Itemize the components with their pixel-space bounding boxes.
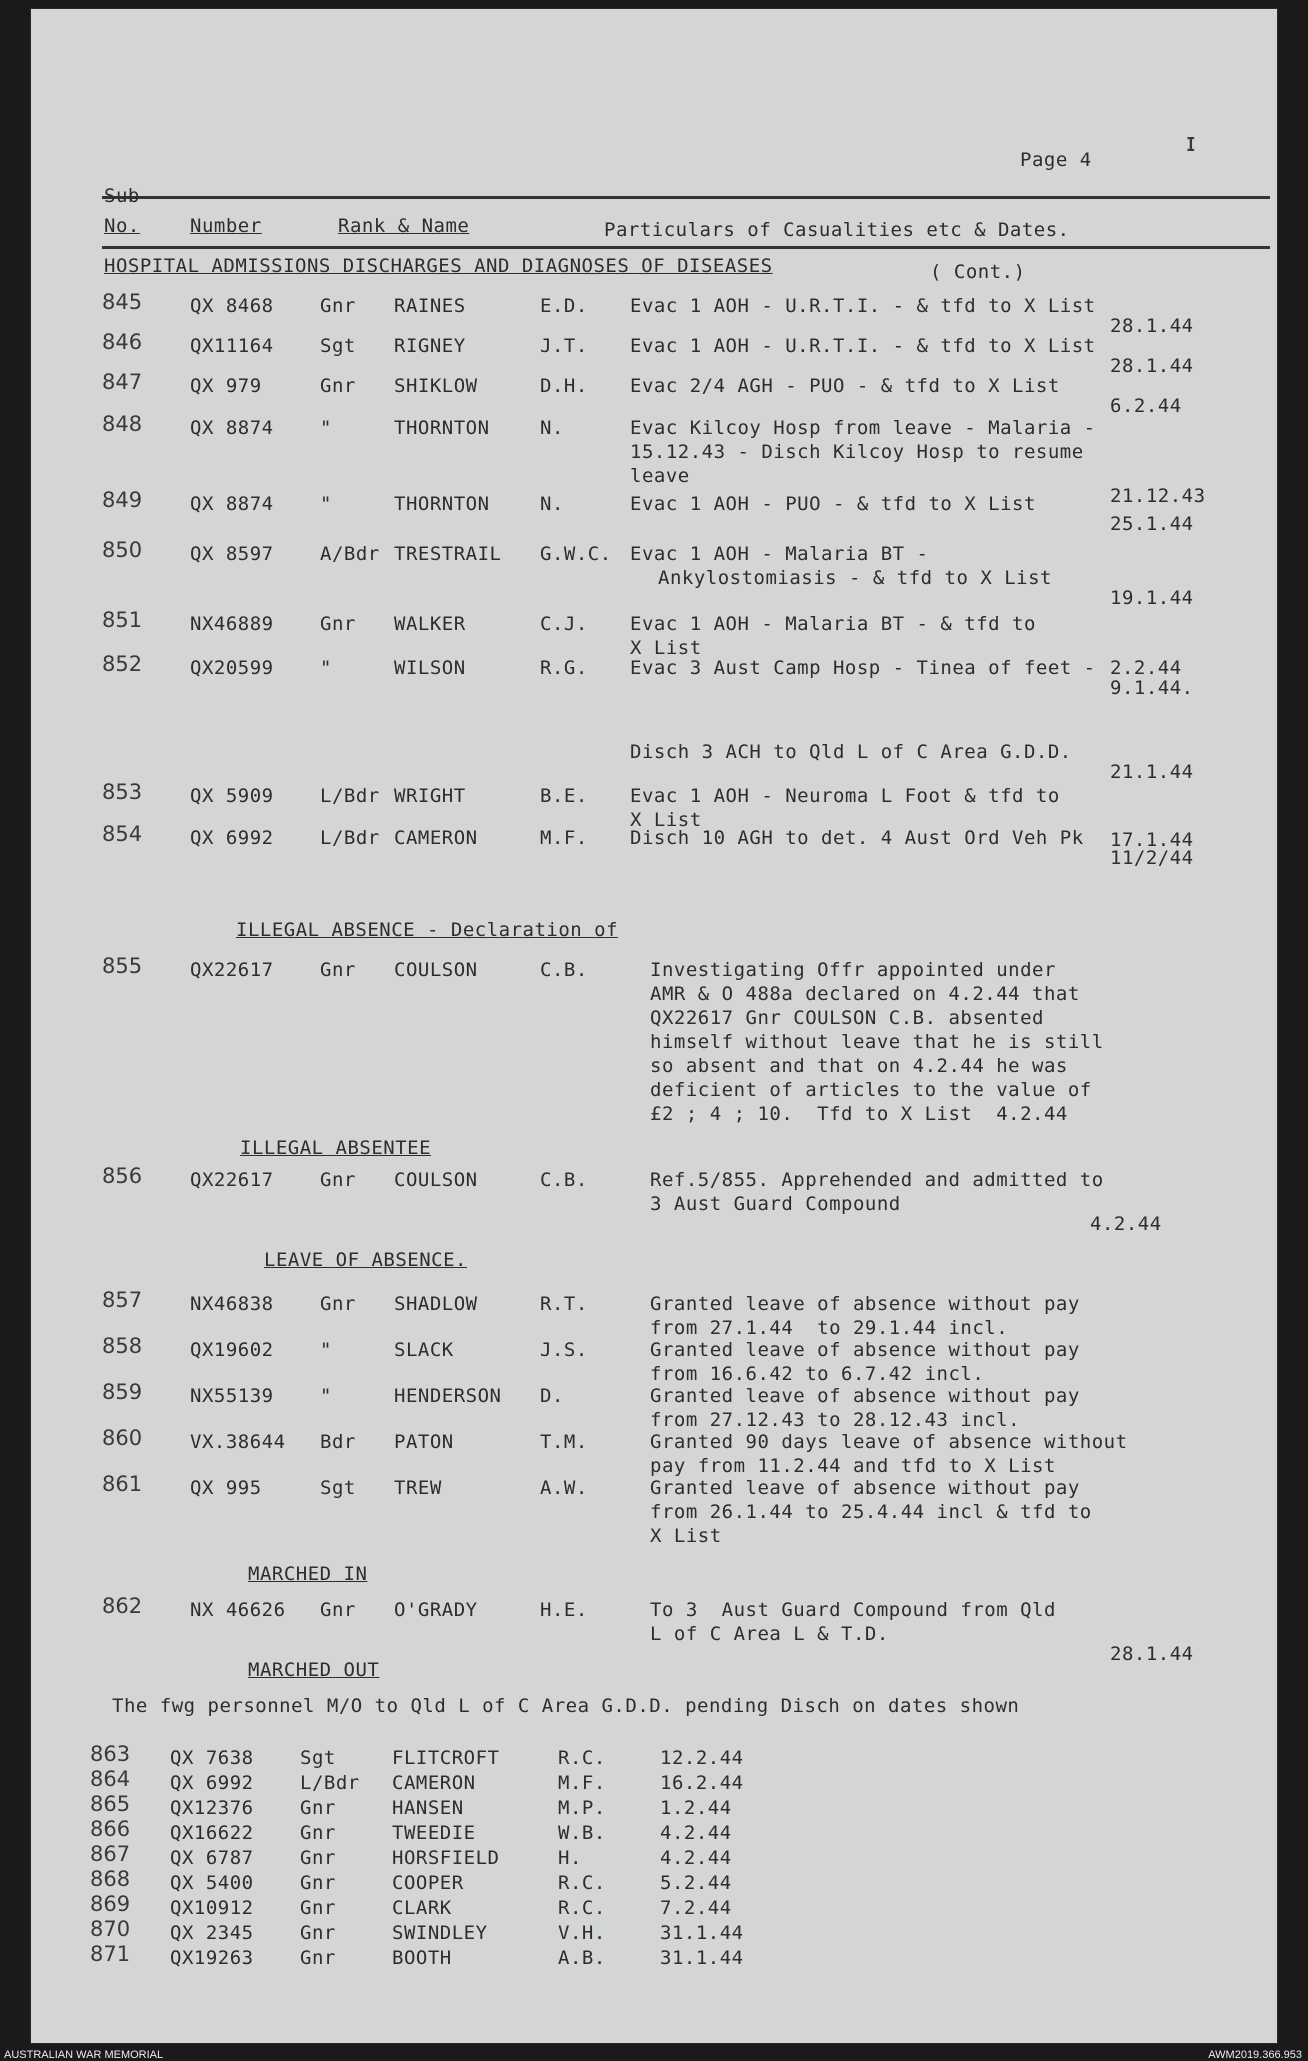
- entry-rank: ": [320, 1385, 332, 1407]
- entry-initials: M.F.: [540, 827, 588, 849]
- entry-particulars-line: Evac 2/4 AGH - PUO - & tfd to X List: [630, 375, 1060, 397]
- entry-initials: N.: [540, 417, 564, 439]
- marched-out-date: 31.1.44: [660, 1947, 744, 1969]
- entry-initials: H.E.: [540, 1599, 588, 1621]
- entry-particulars-line: Evac 1 AOH - U.R.T.I. - & tfd to X List: [630, 335, 1096, 357]
- marched-out-rank: L/Bdr: [300, 1772, 360, 1794]
- marched-out-sub-no: 864: [90, 1767, 131, 1791]
- entry-number: NX 46626: [190, 1599, 286, 1621]
- column-sub: Sub: [104, 185, 140, 207]
- marched-out-rank: Gnr: [300, 1947, 336, 1969]
- marched-out-name: FLITCROFT: [392, 1747, 500, 1769]
- marched-out-rank: Sgt: [300, 1747, 336, 1769]
- entry-name: WILSON: [394, 657, 466, 679]
- entry-date: 21.1.44: [1110, 761, 1194, 783]
- entry-number: NX46889: [190, 613, 274, 635]
- entry-name: WALKER: [394, 613, 466, 635]
- entry-particulars-line: £2 ; 4 ; 10. Tfd to X List 4.2.44: [650, 1103, 1068, 1125]
- entry-name: SHADLOW: [394, 1293, 478, 1315]
- marched-out-rank: Gnr: [300, 1897, 336, 1919]
- page-label: Page 4: [1020, 149, 1092, 171]
- entry-rank: Gnr: [320, 1293, 356, 1315]
- entry-particulars-line: so absent and that on 4.2.44 he was: [650, 1055, 1068, 1077]
- page-mark: ɪ: [1186, 128, 1196, 158]
- entry-date: 4.2.44: [1090, 1213, 1162, 1235]
- marched-out-initials: M.F.: [558, 1772, 606, 1794]
- marched-out-date: 7.2.44: [660, 1897, 732, 1919]
- marched-out-initials: M.P.: [558, 1797, 606, 1819]
- entry-sub-no: 847: [102, 370, 143, 394]
- entry-initials: C.B.: [540, 959, 588, 981]
- entry-sub-no: 862: [102, 1594, 143, 1618]
- entry-name: THORNTON: [394, 493, 490, 515]
- entry-number: QX 8874: [190, 417, 274, 439]
- marched-out-sub-no: 863: [90, 1742, 131, 1766]
- entry-number: QX22617: [190, 959, 274, 981]
- entry-initials: J.S.: [540, 1339, 588, 1361]
- entry-date: 6.2.44: [1110, 395, 1182, 417]
- entry-particulars-line: from 27.12.43 to 28.12.43 incl.: [650, 1409, 1021, 1431]
- entry-particulars-line: from 16.6.42 to 6.7.42 incl.: [650, 1363, 985, 1385]
- entry-number: VX.38644: [190, 1431, 286, 1453]
- entry-particulars-line: Granted leave of absence without pay: [650, 1339, 1080, 1361]
- marched-out-date: 4.2.44: [660, 1847, 732, 1869]
- entry-date: 2.2.44: [1110, 657, 1182, 679]
- entry-sub-no: 861: [102, 1472, 143, 1496]
- entry-initials: J.T.: [540, 335, 588, 357]
- marched-out-rank: Gnr: [300, 1847, 336, 1869]
- entry-particulars-line: X List: [650, 1525, 722, 1547]
- entry-initials: E.D.: [540, 295, 588, 317]
- marched-out-initials: A.B.: [558, 1947, 606, 1969]
- entry-particulars-line: AMR & O 488a declared on 4.2.44 that: [650, 983, 1080, 1005]
- marched-out-name: SWINDLEY: [392, 1922, 488, 1944]
- entry-date: 17.1.44: [1110, 829, 1194, 851]
- entry-rank: ": [320, 493, 332, 515]
- entry-name: SLACK: [394, 1339, 454, 1361]
- entry-sub-no: 848: [102, 412, 143, 436]
- entry-sub-no: 845: [102, 290, 143, 314]
- marched-out-intro: The fwg personnel M/O to Qld L of C Area G.D.D. pending Disch on dates shown: [112, 1695, 1020, 1717]
- marched-out-initials: R.C.: [558, 1747, 606, 1769]
- entry-number: QX 8468: [190, 295, 274, 317]
- entry-particulars-line: Evac 1 AOH - PUO - & tfd to X List: [630, 493, 1036, 515]
- marched-out-sub-no: 869: [90, 1892, 131, 1916]
- marched-out-sub-no: 868: [90, 1867, 131, 1891]
- marched-out-name: COOPER: [392, 1872, 464, 1894]
- entry-name: HENDERSON: [394, 1385, 502, 1407]
- section-marched-in: MARCHED IN: [248, 1563, 368, 1585]
- marched-out-date: 12.2.44: [660, 1747, 744, 1769]
- entry-sub-no: 860: [102, 1426, 143, 1450]
- column-number: Number: [190, 215, 262, 237]
- entry-sub-no: 853: [102, 780, 143, 804]
- section-illegal-absentee: ILLEGAL ABSENTEE: [240, 1137, 432, 1159]
- marched-out-number: QX19263: [170, 1947, 254, 1969]
- entry-name: CAMERON: [394, 827, 478, 849]
- entry-sub-no: 851: [102, 608, 143, 632]
- entry-sub-no: 859: [102, 1380, 143, 1404]
- marched-out-initials: W.B.: [558, 1822, 606, 1844]
- marched-out-date: 31.1.44: [660, 1922, 744, 1944]
- marched-out-sub-no: 867: [90, 1842, 131, 1866]
- entry-date: 11/2/44: [1110, 847, 1194, 869]
- entry-number: QX20599: [190, 657, 274, 679]
- marched-out-number: QX16622: [170, 1822, 254, 1844]
- entry-rank: Gnr: [320, 1169, 356, 1191]
- entry-particulars-line: X List: [630, 637, 702, 659]
- entry-initials: R.G.: [540, 657, 588, 679]
- entry-rank: Sgt: [320, 335, 356, 357]
- marched-out-name: HANSEN: [392, 1797, 464, 1819]
- entry-name: PATON: [394, 1431, 454, 1453]
- entry-sub-no: 857: [102, 1288, 143, 1312]
- entry-particulars-line: Granted leave of absence without pay: [650, 1477, 1080, 1499]
- entry-name: TRESTRAIL: [394, 543, 502, 565]
- entry-particulars-line: from 26.1.44 to 25.4.44 incl & tfd to: [650, 1501, 1092, 1523]
- entry-particulars-line: Evac 3 Aust Camp Hosp - Tinea of feet -: [630, 657, 1096, 679]
- footer-left: AUSTRALIAN WAR MEMORIAL: [4, 2049, 164, 2061]
- entry-number: QX 5909: [190, 785, 274, 807]
- entry-number: NX46838: [190, 1293, 274, 1315]
- entry-rank: ": [320, 657, 332, 679]
- entry-particulars-line: Evac 1 AOH - U.R.T.I. - & tfd to X List: [630, 295, 1096, 317]
- entry-particulars-line: 15.12.43 - Disch Kilcoy Hosp to resume: [630, 441, 1084, 463]
- entry-name: COULSON: [394, 1169, 478, 1191]
- section-hospital: HOSPITAL ADMISSIONS DISCHARGES AND DIAGNOSES OF DISEASES: [104, 255, 773, 277]
- entry-rank: Gnr: [320, 1599, 356, 1621]
- column-particulars: Particulars of Casualities etc & Dates.: [604, 219, 1070, 241]
- marched-out-number: QX12376: [170, 1797, 254, 1819]
- entry-initials: A.W.: [540, 1477, 588, 1499]
- marched-out-sub-no: 865: [90, 1792, 131, 1816]
- marched-out-number: QX 5400: [170, 1872, 254, 1894]
- entry-particulars-line: pay from 11.2.44 and tfd to X List: [650, 1455, 1056, 1477]
- entry-rank: L/Bdr: [320, 785, 380, 807]
- marched-out-sub-no: 871: [90, 1942, 131, 1966]
- marched-out-rank: Gnr: [300, 1822, 336, 1844]
- entry-particulars-line: X List: [630, 809, 702, 831]
- entry-particulars-line: from 27.1.44 to 29.1.44 incl.: [650, 1317, 1009, 1339]
- entry-initials: N.: [540, 493, 564, 515]
- marched-out-rank: Gnr: [300, 1797, 336, 1819]
- entry-number: QX22617: [190, 1169, 274, 1191]
- column-rank-name: Rank & Name: [338, 215, 470, 237]
- header-top-rule: [102, 196, 1270, 199]
- entry-particulars-line: leave: [630, 465, 690, 487]
- entry-particulars-line: himself without leave that he is still: [650, 1031, 1104, 1053]
- marched-out-sub-no: 866: [90, 1817, 131, 1841]
- document-page: [30, 8, 1278, 2044]
- entry-particulars-line: Evac 1 AOH - Neuroma L Foot & tfd to: [630, 785, 1060, 807]
- marched-out-initials: V.H.: [558, 1922, 606, 1944]
- entry-date: 28.1.44: [1110, 1643, 1194, 1665]
- entry-number: QX 8874: [190, 493, 274, 515]
- entry-initials: R.T.: [540, 1293, 588, 1315]
- marched-out-date: 4.2.44: [660, 1822, 732, 1844]
- marched-out-date: 5.2.44: [660, 1872, 732, 1894]
- column-no: No.: [104, 215, 140, 237]
- entry-rank: L/Bdr: [320, 827, 380, 849]
- entry-date: 9.1.44.: [1110, 677, 1194, 699]
- entry-date: 28.1.44: [1110, 355, 1194, 377]
- section-illegal-absence: ILLEGAL ABSENCE - Declaration of: [236, 919, 619, 941]
- marched-out-name: BOOTH: [392, 1947, 452, 1969]
- marched-out-rank: Gnr: [300, 1872, 336, 1894]
- entry-name: O'GRADY: [394, 1599, 478, 1621]
- entry-sub-no: 849: [102, 488, 143, 512]
- marched-out-number: QX 7638: [170, 1747, 254, 1769]
- entry-number: QX19602: [190, 1339, 274, 1361]
- entry-rank: ": [320, 1339, 332, 1361]
- entry-particulars-line: Evac Kilcoy Hosp from leave - Malaria -: [630, 417, 1096, 439]
- entry-name: COULSON: [394, 959, 478, 981]
- entry-rank: Gnr: [320, 613, 356, 635]
- entry-particulars-line: Disch 10 AGH to det. 4 Aust Ord Veh Pk: [630, 827, 1084, 849]
- entry-name: SHIKLOW: [394, 375, 478, 397]
- entry-date: 25.1.44: [1110, 513, 1194, 535]
- entry-rank: Gnr: [320, 375, 356, 397]
- marched-out-number: QX10912: [170, 1897, 254, 1919]
- entry-rank: ": [320, 417, 332, 439]
- entry-initials: C.J.: [540, 613, 588, 635]
- entry-particulars-line: Investigating Offr appointed under: [650, 959, 1056, 981]
- marched-out-initials: H.: [558, 1847, 582, 1869]
- entry-initials: B.E.: [540, 785, 588, 807]
- marched-out-initials: R.C.: [558, 1872, 606, 1894]
- entry-initials: D.: [540, 1385, 564, 1407]
- entry-particulars-line: 3 Aust Guard Compound: [650, 1193, 901, 1215]
- entry-number: QX 995: [190, 1477, 262, 1499]
- entry-initials: C.B.: [540, 1169, 588, 1191]
- marched-out-name: HORSFIELD: [392, 1847, 500, 1869]
- entry-particulars-line: Granted leave of absence without pay: [650, 1385, 1080, 1407]
- entry-name: RIGNEY: [394, 335, 466, 357]
- entry-name: TREW: [394, 1477, 442, 1499]
- marched-out-number: QX 6992: [170, 1772, 254, 1794]
- entry-sub-no: 846: [102, 330, 143, 354]
- entry-particulars-line: QX22617 Gnr COULSON C.B. absented: [650, 1007, 1044, 1029]
- entry-rank: Sgt: [320, 1477, 356, 1499]
- entry-rank: A/Bdr: [320, 543, 380, 565]
- entry-name: WRIGHT: [394, 785, 466, 807]
- entry-name: RAINES: [394, 295, 466, 317]
- marched-out-sub-no: 870: [90, 1917, 131, 1941]
- entry-date: 21.12.43: [1110, 485, 1206, 507]
- entry-rank: Gnr: [320, 959, 356, 981]
- entry-particulars-line: Ankylostomiasis - & tfd to X List: [658, 567, 1052, 589]
- entry-sub-no: 858: [102, 1334, 143, 1358]
- entry-particulars-line: Evac 1 AOH - Malaria BT - & tfd to: [630, 613, 1036, 635]
- entry-number: NX55139: [190, 1385, 274, 1407]
- entry-date: 28.1.44: [1110, 315, 1194, 337]
- marched-out-rank: Gnr: [300, 1922, 336, 1944]
- entry-particulars-line: Disch 3 ACH to Qld L of C Area G.D.D.: [630, 741, 1072, 763]
- marched-out-number: QX 6787: [170, 1847, 254, 1869]
- entry-date: 19.1.44: [1110, 587, 1194, 609]
- entry-rank: Gnr: [320, 295, 356, 317]
- marched-out-date: 16.2.44: [660, 1772, 744, 1794]
- entry-name: THORNTON: [394, 417, 490, 439]
- section-marched-out: MARCHED OUT: [248, 1659, 380, 1681]
- marched-out-date: 1.2.44: [660, 1797, 732, 1819]
- entry-particulars-line: Granted 90 days leave of absence without: [650, 1431, 1128, 1453]
- entry-number: QX11164: [190, 335, 274, 357]
- marched-out-number: QX 2345: [170, 1922, 254, 1944]
- entry-sub-no: 852: [102, 652, 143, 676]
- entry-rank: Bdr: [320, 1431, 356, 1453]
- marched-out-name: CLARK: [392, 1897, 452, 1919]
- marched-out-name: CAMERON: [392, 1772, 476, 1794]
- section-hospital-suffix: ( Cont.): [930, 261, 1026, 283]
- entry-number: QX 8597: [190, 543, 274, 565]
- entry-initials: D.H.: [540, 375, 588, 397]
- entry-sub-no: 855: [102, 954, 143, 978]
- entry-particulars-line: Ref.5/855. Apprehended and admitted to: [650, 1169, 1104, 1191]
- marched-out-initials: R.C.: [558, 1897, 606, 1919]
- section-leave: LEAVE OF ABSENCE.: [264, 1249, 467, 1271]
- entry-number: QX 6992: [190, 827, 274, 849]
- header-bottom-rule: [102, 246, 1270, 249]
- footer-right: AWM2019.366.953: [1208, 2049, 1302, 2061]
- entry-number: QX 979: [190, 375, 262, 397]
- entry-particulars-line: deficient of articles to the value of: [650, 1079, 1092, 1101]
- entry-particulars-line: To 3 Aust Guard Compound from Qld: [650, 1599, 1056, 1621]
- entry-particulars-line: Evac 1 AOH - Malaria BT -: [630, 543, 929, 565]
- entry-initials: G.W.C.: [540, 543, 612, 565]
- entry-particulars-line: Granted leave of absence without pay: [650, 1293, 1080, 1315]
- entry-sub-no: 850: [102, 538, 143, 562]
- entry-initials: T.M.: [540, 1431, 588, 1453]
- marched-out-name: TWEEDIE: [392, 1822, 476, 1844]
- entry-sub-no: 854: [102, 822, 143, 846]
- entry-particulars-line: L of C Area L & T.D.: [650, 1623, 889, 1645]
- entry-sub-no: 856: [102, 1164, 143, 1188]
